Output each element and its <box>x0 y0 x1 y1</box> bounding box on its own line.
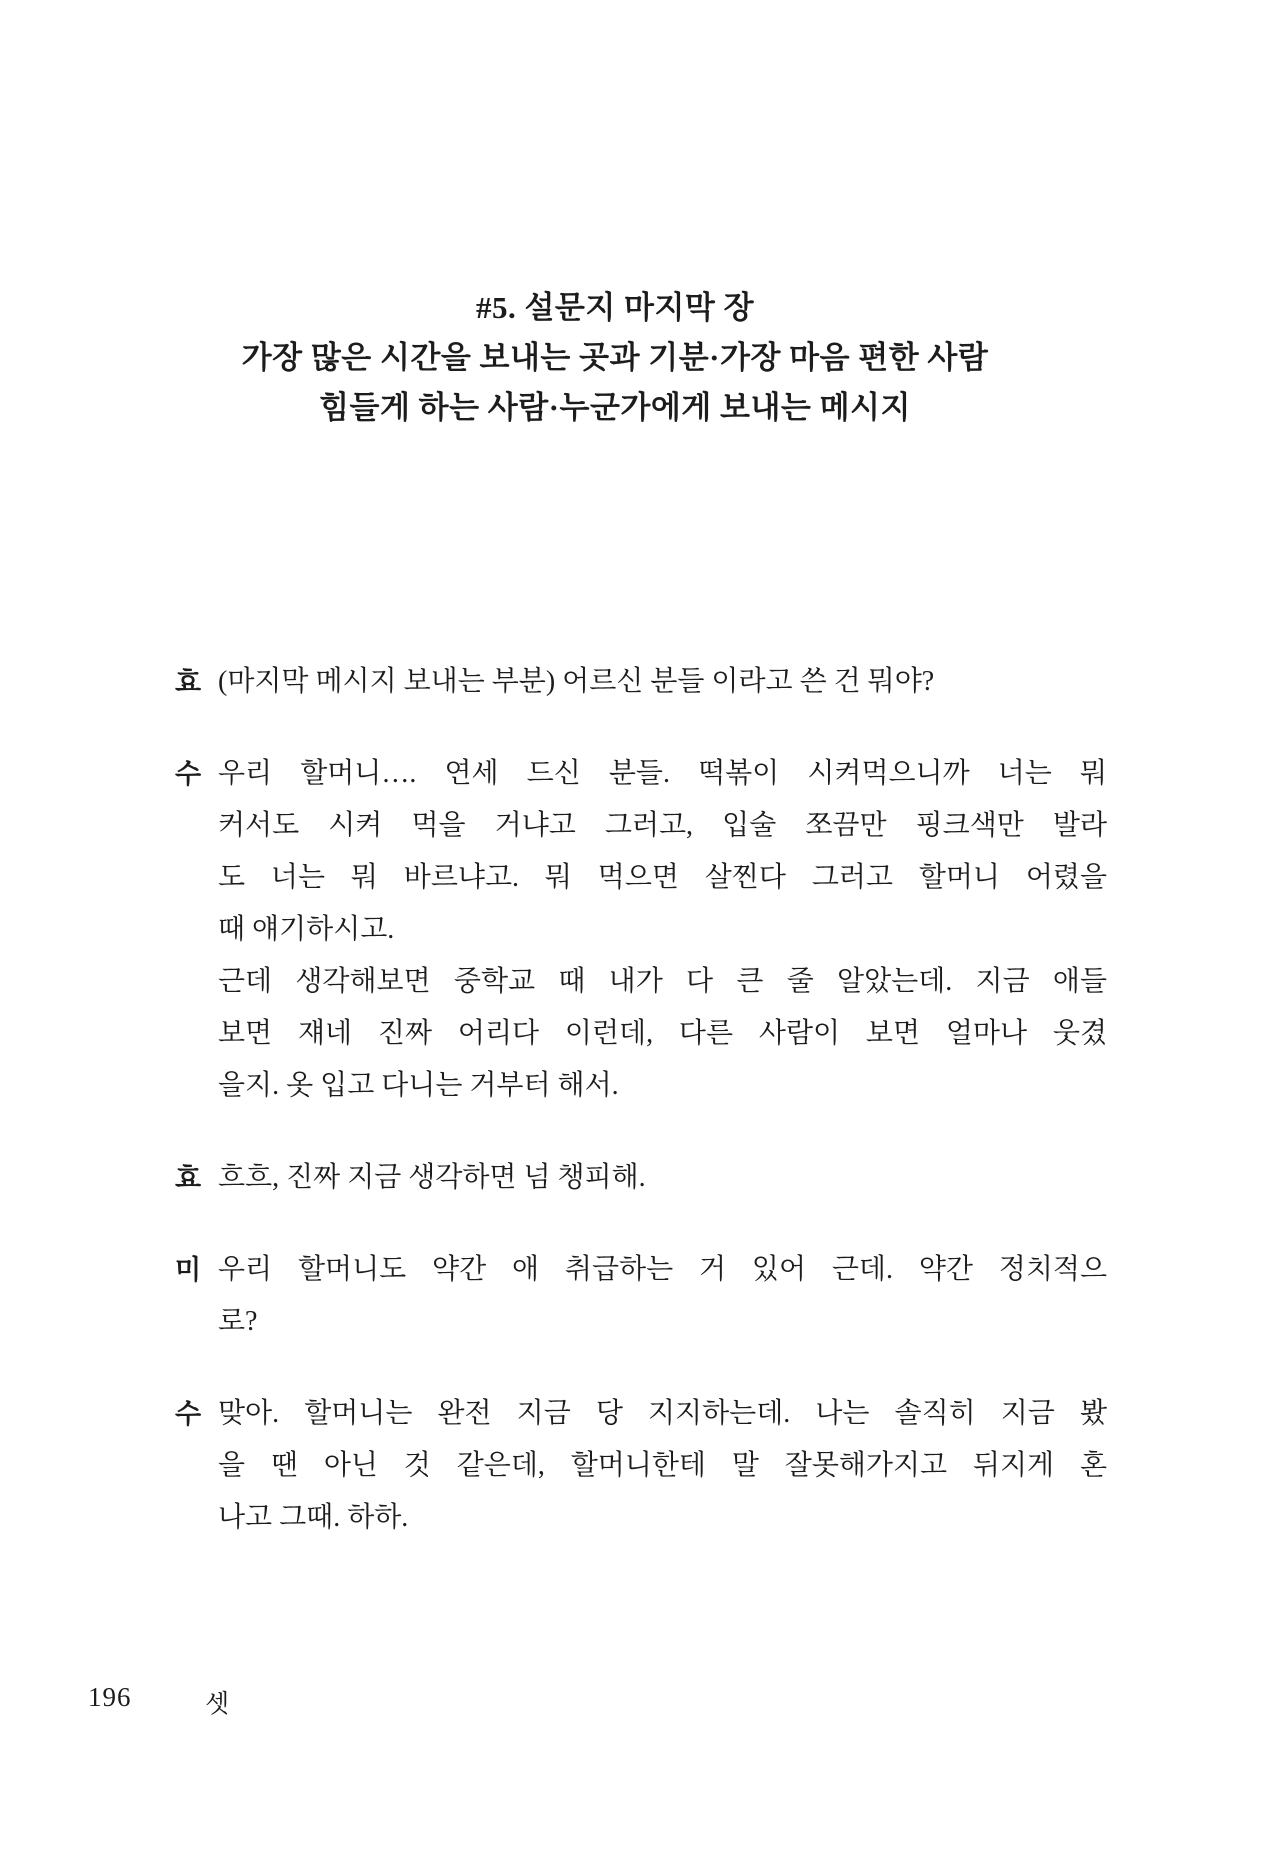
section-title-line-1: #5. 설문지 마지막 장 <box>475 290 755 325</box>
dialogue-line: 우리 할머니도 약간 애 취급하는 거 있어 근데. 약간 정치적으 <box>218 1254 1107 1285</box>
dialogue-line: 을지. 옷 입고 다니는 거부터 해서. <box>218 1070 619 1101</box>
dialogue-line: 보면 쟤네 진짜 어리다 이런데, 다른 사람이 보면 얼마나 웃겼 <box>218 1018 1107 1049</box>
utterance-text <box>218 1244 1107 1348</box>
section-title-line-3: 힘들게 하는 사람·누군가에게 보내는 메시지 <box>319 390 911 425</box>
dialogue-block <box>175 656 1107 708</box>
speaker-label: 효 <box>175 667 202 697</box>
dialogue-line: (마지막 메시지 보내는 부분) 어르신 분들 이라고 쓴 건 뭐야? <box>218 666 935 697</box>
dialogue-block <box>175 748 1107 1112</box>
dialogue-block <box>175 1388 1107 1544</box>
utterance-text <box>218 1152 1107 1204</box>
dialogue-line: 나고 그때. 하하. <box>218 1502 409 1533</box>
speaker-label: 수 <box>175 1399 202 1429</box>
dialogue-line: 흐흐, 진짜 지금 생각하면 넘 챙피해. <box>218 1162 646 1193</box>
section-title-line-2: 가장 많은 시간을 보내는 곳과 기분·가장 마음 편한 사람 <box>241 340 989 375</box>
speaker-label: 수 <box>175 759 202 789</box>
page-footer <box>0 1682 1280 1722</box>
page-number: 196 <box>88 1682 132 1712</box>
dialogue-line: 커서도 시켜 먹을 거냐고 그러고, 입술 쪼끔만 핑크색만 발라 <box>218 810 1107 841</box>
dialogue-line: 로? <box>218 1306 258 1337</box>
dialogue-line: 때 얘기하시고. <box>218 914 395 945</box>
section-title <box>0 283 1230 433</box>
dialogue-line: 맞아. 할머니는 완전 지금 당 지지하는데. 나는 솔직히 지금 봤 <box>218 1398 1107 1429</box>
chapter-name: 셋 <box>205 1691 230 1718</box>
utterance-text <box>218 656 1107 708</box>
utterance-text <box>218 1388 1107 1544</box>
dialogue-line: 근데 생각해보면 중학교 때 내가 다 큰 줄 알았는데. 지금 애들 <box>218 966 1107 997</box>
dialogue-block <box>175 1152 1107 1204</box>
dialogue <box>175 656 1107 1584</box>
dialogue-block <box>175 1244 1107 1348</box>
speaker-label: 미 <box>175 1255 202 1285</box>
speaker-label: 효 <box>175 1163 202 1193</box>
dialogue-line: 도 너는 뭐 바르냐고. 뭐 먹으면 살찐다 그러고 할머니 어렸을 <box>218 862 1107 893</box>
utterance-text <box>218 748 1107 1112</box>
dialogue-line: 을 땐 아닌 것 같은데, 할머니한테 말 잘못해가지고 뒤지게 혼 <box>218 1450 1107 1481</box>
dialogue-line: 우리 할머니…. 연세 드신 분들. 떡볶이 시켜먹으니까 너는 뭐 <box>218 758 1107 789</box>
